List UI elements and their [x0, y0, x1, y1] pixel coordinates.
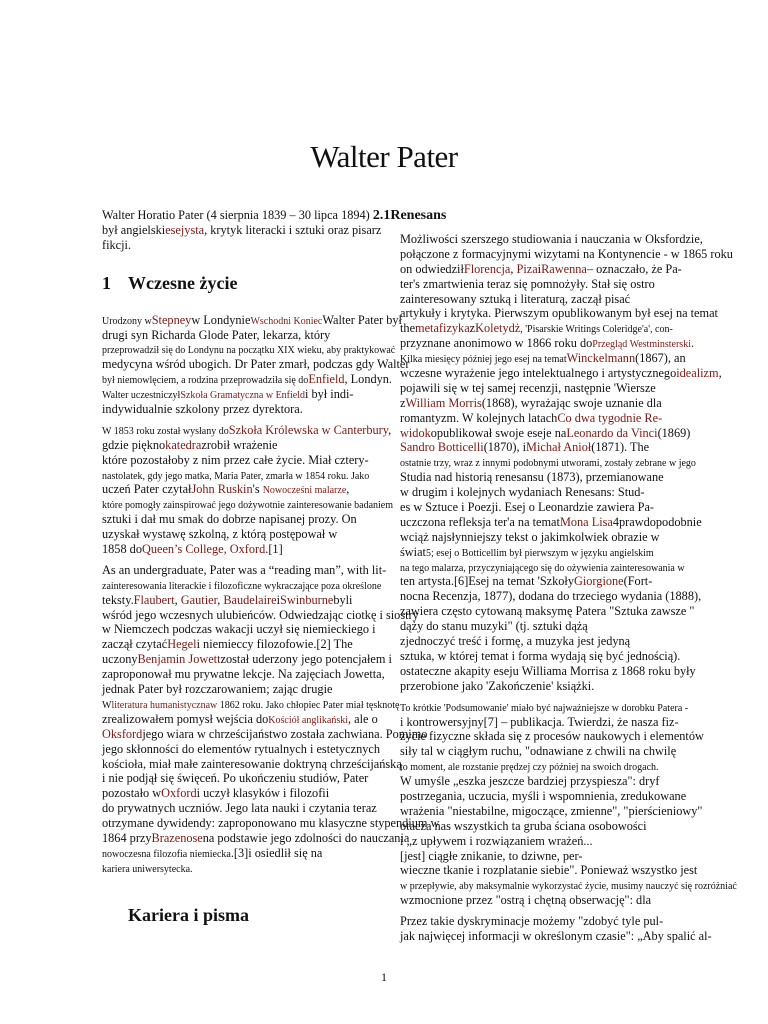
wiki-link[interactable]: Swinburne — [280, 592, 334, 607]
section-heading — [102, 271, 392, 295]
text-run: na tego malarza, przyczyniającego się do ożywienia zainteresowania w — [400, 562, 685, 574]
text-line — [102, 742, 392, 757]
text-run: zrobił wrażenie — [201, 437, 278, 452]
text-run: uczeń Pater czytał — [102, 482, 192, 497]
text-run: pozostało w — [102, 786, 162, 801]
wiki-link[interactable]: Hegel — [167, 637, 197, 652]
text-line — [102, 372, 392, 387]
text-run: zaczął czytać — [102, 637, 168, 652]
text-run: ostatnie trzy, wraz z innymi podobnymi utworami, zostały zebrane w jego — [400, 458, 696, 470]
text-run: i niemieccy filozofowie.[2] The — [196, 637, 353, 652]
text-run: , — [510, 261, 517, 276]
text-run: , 'Pisarskie Writings Coleridge'a', con- — [520, 324, 673, 336]
section-heading — [102, 903, 392, 927]
right-column — [400, 208, 737, 968]
text-run: , — [718, 366, 722, 381]
text-run: był niemowlęciem, a rodzina przeprowadziła się do — [102, 375, 309, 387]
text-run: kariera uniwersytecka. — [102, 863, 193, 875]
text-line — [400, 759, 718, 774]
text-line — [102, 563, 392, 578]
text-run: ; esej o Botticellim był pierwszym w języku angielskim — [430, 547, 654, 559]
text-run: , krytyk literacki i sztuki oraz pisarz — [204, 222, 382, 237]
text-run: (1868), wyrażając swoje uznanie dla — [481, 395, 662, 410]
text-run: 5 — [425, 547, 431, 559]
text-line — [400, 729, 718, 744]
section-title: Wczesne życie — [128, 272, 238, 293]
text-run: To krótkie 'Podsumowanie' miało być najważniejsze w dorobku Patera - — [400, 702, 689, 714]
text-line — [102, 527, 392, 542]
spacer — [102, 304, 392, 313]
text-line — [102, 223, 392, 238]
text-run: 's — [252, 482, 263, 497]
text-run: i był indi- — [305, 387, 354, 402]
text-run: artykuły i krytyka. Pierwszym opublikowanym był esej na temat — [400, 306, 718, 321]
text-line — [102, 756, 402, 772]
text-line — [400, 700, 718, 715]
text-run: uczony — [102, 652, 138, 667]
text-run: które pozostałoby z nim przez całe życie. Miał cztery- — [102, 452, 369, 467]
text-line — [400, 426, 718, 441]
text-line — [102, 786, 392, 801]
text-run: w Niemczech podczas wakacji uczył się niemieckiego i — [102, 622, 376, 637]
text-line — [102, 816, 440, 831]
text-line — [400, 715, 718, 730]
text-run: połączone z formacyjnymi wizytami na Kontynencie - w 1865 roku — [400, 246, 733, 261]
text-line — [102, 578, 392, 593]
text-line — [400, 819, 718, 834]
text-run: jednak Pater był rozczarowaniem; zając drugie — [102, 682, 333, 697]
text-line — [400, 455, 718, 470]
text-run: Przez takie dyskryminacje możemy "zdobyć tyle pul- — [400, 914, 664, 929]
text-run: jego skłonności do elementów rytualnych i estetycznych — [102, 741, 380, 756]
text-run: Kilka miesięcy później jego esej na temat — [400, 354, 567, 366]
text-run: nowoczesna filozofia niemiecka — [102, 848, 231, 860]
wiki-link[interactable]: widok — [400, 425, 431, 440]
wiki-link[interactable]: Benjamin Jowett — [137, 652, 221, 667]
text-run: zawiera często cytowaną maksymę Patera "Sztuka zawsze " — [400, 604, 695, 619]
wiki-link[interactable]: Nowocześni malarze — [262, 485, 347, 497]
text-line — [102, 482, 392, 497]
section-title: Kariera i pisma — [128, 904, 249, 925]
text-line — [400, 292, 718, 307]
text-run: które pomogły zainspirować jego dożywotnie zainteresowanie badaniem — [102, 500, 394, 512]
wiki-link[interactable]: literatura humanistycznaw — [111, 699, 218, 711]
text-run: , — [174, 592, 181, 607]
text-line — [400, 440, 718, 455]
spacer — [102, 885, 392, 894]
text-run: 1862 roku. Jako chłopiec Pater miał tęsknotę — [217, 699, 400, 711]
page-title: Walter Pater — [310, 138, 458, 174]
text-line — [102, 652, 392, 667]
page-number: 1 — [381, 970, 387, 984]
text-run: – oznaczało, że Pa- — [586, 261, 682, 276]
text-run: ter's zmartwienia teraz się pomnożyły. Stał się ostro — [400, 276, 655, 291]
text-run: jak najwięcej informacji w określonym czasie": „Aby spalić al- — [400, 928, 712, 943]
text-run: uczczona refleksja ter'a na temat — [400, 514, 560, 529]
text-line — [400, 470, 718, 485]
text-line — [400, 232, 718, 247]
text-line — [102, 861, 392, 876]
wiki-link[interactable]: Wschodni Koniec — [250, 315, 323, 327]
text-line — [102, 622, 392, 637]
text-line — [102, 387, 392, 402]
text-run: wieczne tkanie i rozplatanie siebie". Ponieważ wszystko jest — [400, 863, 698, 878]
text-run: to moment, ale rozstanie prędzej czy później na swoich drogach. — [400, 762, 659, 774]
wiki-link[interactable]: Gautier — [180, 592, 218, 607]
wiki-link[interactable]: Oksford — [102, 726, 143, 741]
text-run: opublikował swoje eseje na — [430, 425, 567, 440]
text-line — [102, 726, 428, 742]
text-run: zainteresowania literackie i filozoficzne wykraczające poza określone — [102, 580, 382, 592]
text-run: i — [537, 261, 542, 276]
wiki-link[interactable]: Kościół anglikański — [268, 714, 349, 726]
text-run: świat — [400, 544, 426, 559]
text-run: i — [276, 592, 281, 607]
text-run: 2.1Renesans — [372, 208, 447, 223]
text-line — [102, 497, 392, 512]
text-run: teksty. — [102, 592, 134, 607]
text-line — [400, 914, 718, 929]
text-run: , — [388, 422, 392, 437]
wiki-link[interactable]: Koletydż — [475, 321, 521, 336]
text-line — [400, 834, 718, 849]
text-line — [400, 500, 718, 515]
text-line — [400, 530, 718, 545]
wiki-link[interactable]: Michał Anioł — [526, 440, 592, 455]
text-run: przerobione jako 'Zakończenie' książki. — [400, 678, 595, 693]
text-run: byli — [333, 592, 353, 607]
text-run: 4prawdopodobnie — [612, 514, 702, 529]
text-run: siły tal w ciągłym ruchu, "odnawiane z chwili na chwilę — [400, 744, 677, 759]
text-line — [400, 849, 718, 864]
text-run: sztuki i dał mu smak do dobrze napisanej prozy. On — [102, 512, 357, 527]
text-run: Możliwości szerszego studiowania i nauczania w Oksfordzie, — [400, 232, 703, 246]
text-run: on odwiedził — [400, 261, 464, 276]
spacer — [400, 217, 718, 226]
wiki-link[interactable]: Szkoła Królewska w Canterbury — [228, 422, 389, 437]
text-line — [400, 485, 718, 500]
text-run: 1858 do — [102, 542, 142, 557]
text-line — [102, 208, 447, 223]
text-run: i „z upływem i rozwiązaniem wrażeń... — [400, 833, 593, 848]
text-run: (1869) — [657, 425, 691, 440]
text-run: życie fizyczne składa się z procesów naukowych i elementów — [400, 729, 704, 744]
text-run: zainteresowany sztuką i literaturą, zaczął pisać — [400, 291, 631, 306]
text-line — [102, 801, 392, 816]
text-run: był angielski — [102, 222, 166, 237]
text-line — [400, 863, 718, 878]
text-run: , — [346, 482, 350, 497]
text-run: postrzegania, uczucia, myśli i wspomnienia, zredukowane — [400, 788, 687, 803]
wiki-link[interactable]: metafizyka — [415, 321, 470, 336]
text-run: zaproponował mu prywatne lekcje. Na zajęciach Jowetta, — [102, 667, 385, 682]
text-line — [400, 744, 718, 759]
text-run: , Londyn. — [344, 372, 392, 387]
wiki-link[interactable]: Baudelaire — [223, 592, 277, 607]
text-run: W umyśle „eszka jeszcze bardziej przyspiesza": dryf — [400, 774, 660, 789]
text-run: the — [400, 321, 416, 336]
text-line — [102, 542, 392, 557]
wiki-link[interactable]: Rawenna — [541, 261, 587, 276]
text-line — [102, 593, 392, 608]
text-line — [400, 574, 718, 589]
text-run: gdzie piękno — [102, 437, 166, 452]
text-run: otrzymane dywidendy: zaproponowano mu klasyczne stypendium w — [102, 816, 440, 831]
spacer — [102, 876, 392, 885]
text-line — [102, 357, 410, 372]
text-run: z — [469, 321, 476, 336]
text-run: . — [690, 336, 695, 351]
text-run: (Fort- — [623, 574, 653, 589]
wiki-link[interactable]: esejysta — [165, 222, 205, 237]
text-run: ostateczne akapity eseju Williama Morrisa z 1868 roku były — [400, 663, 696, 678]
text-run: (1870), i — [483, 440, 527, 455]
text-run: Walter Pater był — [322, 312, 402, 327]
text-line — [102, 423, 392, 438]
text-run: i kontrowersyjny[7] – publikacja. Twierdzi, że nasza fiz- — [400, 714, 679, 729]
text-line — [400, 336, 718, 351]
spacer — [102, 262, 392, 271]
text-line — [400, 619, 718, 634]
wiki-link[interactable]: Stepney — [151, 312, 192, 327]
text-run: Walter uczestniczył — [102, 390, 181, 402]
text-run: w drugim i kolejnych wydaniach Renesans: Stud- — [400, 485, 645, 500]
wiki-link[interactable]: Co dwa tygodnie Re- — [557, 410, 663, 425]
text-run: wrażenia "niestabilne, migoczące, zmienne", "pierścieniowy" — [400, 803, 703, 818]
text-run: pojawili się w tej samej recenzji, następnie 'Wiersze — [400, 380, 656, 395]
text-run: przyznane anonimowo w 1866 roku do — [400, 336, 593, 351]
wiki-link[interactable]: Florencja — [463, 261, 511, 276]
text-run: fikcji. — [102, 237, 132, 252]
text-line — [400, 351, 718, 366]
section-number: 1 — [102, 272, 111, 293]
text-line — [400, 262, 718, 277]
text-line — [102, 512, 392, 527]
text-run: indywidualnie szkolony przez dyrektora. — [102, 402, 303, 417]
text-run: medycyna wśród ubogich. Dr Pater zmarł, podczas gdy Walter — [102, 357, 410, 372]
text-run: sztuka, w której temat i forma wydają się być jednością). — [400, 648, 681, 663]
text-line — [400, 560, 718, 575]
wiki-link[interactable]: Sandro Botticelli — [400, 440, 484, 455]
wiki-link[interactable]: Przegląd Westminsterski — [592, 339, 691, 351]
text-run: Studia nad historią renesansu (1873), przemianowane — [400, 470, 664, 485]
text-line — [102, 667, 392, 682]
text-run: .[1] — [265, 542, 283, 557]
spacer — [400, 208, 718, 217]
text-line — [102, 328, 392, 343]
text-line — [400, 515, 718, 530]
wiki-link[interactable]: Flaubert — [133, 592, 175, 607]
text-run: zrealizowałem pomysł wejścia do — [102, 711, 269, 726]
text-run: przeprowadził się do Londynu na początku XIX wieku, aby praktykować — [102, 345, 396, 357]
text-line — [400, 396, 718, 411]
text-run: [jest] ciągłe znikanie, to dziwne, per- — [400, 848, 583, 863]
text-run: romantyzm. W kolejnych latach — [400, 410, 558, 425]
text-run: jego wiara w chrześcijaństwo została zachwiana. Pomimo — [142, 726, 428, 741]
wiki-link[interactable]: Enfield — [308, 372, 345, 387]
text-run: w Londynie — [191, 312, 251, 327]
text-run: wciąż najsłynniejszy tekst o jakimkolwiek obrazie w — [400, 529, 660, 544]
text-line — [400, 381, 718, 396]
text-run: wśród jego wczesnych ulubieńców. Odwiedzając ciotkę i siostry — [102, 607, 419, 622]
text-line — [102, 312, 402, 328]
text-run: zjednoczyć treść i formę, a muzyka jest jedyną — [400, 634, 631, 649]
wiki-link[interactable]: Queen’s College, Oxford — [141, 542, 266, 557]
spacer — [102, 253, 392, 262]
text-line — [102, 607, 419, 623]
text-line — [102, 637, 392, 652]
wiki-link[interactable]: Leonardo da Vinci — [566, 425, 658, 440]
spacer — [102, 894, 392, 903]
text-run: otacza nas wszystkich ta gruba ściana osobowości — [400, 818, 647, 833]
wiki-link[interactable]: katedra — [165, 437, 202, 452]
text-line — [102, 342, 396, 357]
text-run: W 1853 roku został wysłany do — [102, 425, 229, 437]
text-run: uzyskał wystawę szkolną, z którą postępował w — [102, 527, 338, 542]
text-line — [400, 306, 718, 321]
text-line — [400, 893, 718, 908]
text-run: .[3] — [230, 845, 249, 860]
text-run: , ale o — [348, 711, 378, 726]
text-run: Walter Horatio Pater (4 sierpnia 1839 – 30 lipca 1894) — [102, 208, 373, 222]
text-run: W — [102, 699, 112, 711]
text-run: wczesne wyrażenie jego intelektualnego i artystycznego — [400, 366, 677, 381]
wiki-link[interactable]: Szkoła Gramatyczna w Enfield — [180, 390, 306, 402]
text-run: As an undergraduate, Pater was a “reading man”, with lit- — [102, 562, 387, 577]
text-run: kościoła, miał małe zainteresowanie doktryną chrześcijańską — [102, 756, 402, 771]
wiki-link[interactable]: Giorgione — [573, 574, 624, 589]
text-line — [102, 846, 392, 861]
text-line — [102, 697, 400, 712]
text-run: wzmocnione przez "ostrą i chętną obserwację": dla — [400, 893, 652, 908]
text-line — [102, 238, 392, 253]
text-line — [102, 771, 392, 786]
text-run: z — [400, 395, 406, 410]
wiki-link[interactable]: Brazenose — [151, 830, 203, 845]
spacer — [102, 295, 392, 304]
text-run: i osiedlił się na — [248, 845, 323, 860]
text-line — [400, 321, 718, 336]
text-line — [400, 589, 718, 604]
text-line — [400, 789, 718, 804]
text-run: dąży do stanu muzyki" (tj. sztuki dążą — [400, 619, 588, 634]
wiki-link[interactable]: idealizm — [676, 366, 719, 381]
wiki-link[interactable]: Oxford — [161, 786, 197, 801]
text-line — [400, 366, 722, 381]
text-line — [400, 929, 718, 944]
text-line — [400, 277, 718, 292]
text-run: i uczył klasyków i filozofii — [196, 786, 330, 801]
wiki-link[interactable]: Winckelmann — [566, 351, 636, 366]
text-line — [400, 774, 718, 789]
text-line — [102, 453, 392, 468]
text-run: , — [217, 592, 224, 607]
text-line — [400, 634, 718, 649]
text-run: (1867), an — [635, 351, 686, 366]
text-line — [102, 438, 392, 453]
text-run: ten artysta.[6]Esej na temat 'Szkoły — [400, 574, 574, 589]
text-line — [400, 411, 718, 426]
text-line — [400, 878, 737, 893]
text-run: nocna Recenzja, 1877), dodana do trzeciego wydania (1888), — [400, 589, 702, 604]
text-line — [102, 682, 392, 697]
wiki-link[interactable]: Mona Lisa — [559, 514, 613, 529]
text-run: drugi syn Richarda Glode Pater, lekarza, który — [102, 327, 331, 342]
wiki-link[interactable]: John Ruskin — [191, 482, 253, 497]
text-run: (1871). The — [591, 440, 650, 455]
text-run: do prywatnych uczniów. Jego lata nauki i czytania teraz — [102, 801, 377, 816]
text-line — [102, 402, 392, 417]
wiki-link[interactable]: William Morris — [405, 395, 482, 410]
text-run: Urodzony w — [102, 315, 152, 327]
text-run: 1864 przy — [102, 830, 152, 845]
text-line — [400, 649, 718, 664]
text-run: został uderzony jego potencjałem i — [220, 652, 392, 667]
text-line — [400, 604, 718, 619]
text-line — [400, 545, 718, 560]
wiki-link[interactable]: Piza — [516, 261, 538, 276]
text-run: es w Sztuce i Poezji. Esej o Leonardzie zawiera Pa- — [400, 500, 655, 515]
text-line — [400, 679, 718, 694]
text-line — [400, 664, 718, 679]
text-run: w przepływie, aby maksymalnie wykorzystać życie, musimy nauczyć się rozróżniać — [400, 881, 737, 893]
text-line — [102, 830, 410, 846]
text-run: i nie podjął się święceń. Po ukończeniu studiów, Pater — [102, 771, 369, 786]
text-line — [400, 246, 733, 262]
text-line — [102, 468, 392, 483]
text-line — [102, 712, 392, 727]
text-line — [400, 804, 718, 819]
text-run: nastolatek, gdy jego matka, Maria Pater, zmarła w 1854 roku. Jako — [102, 470, 370, 482]
text-run: na podstawie jego zdolności do nauczania — [202, 830, 410, 845]
